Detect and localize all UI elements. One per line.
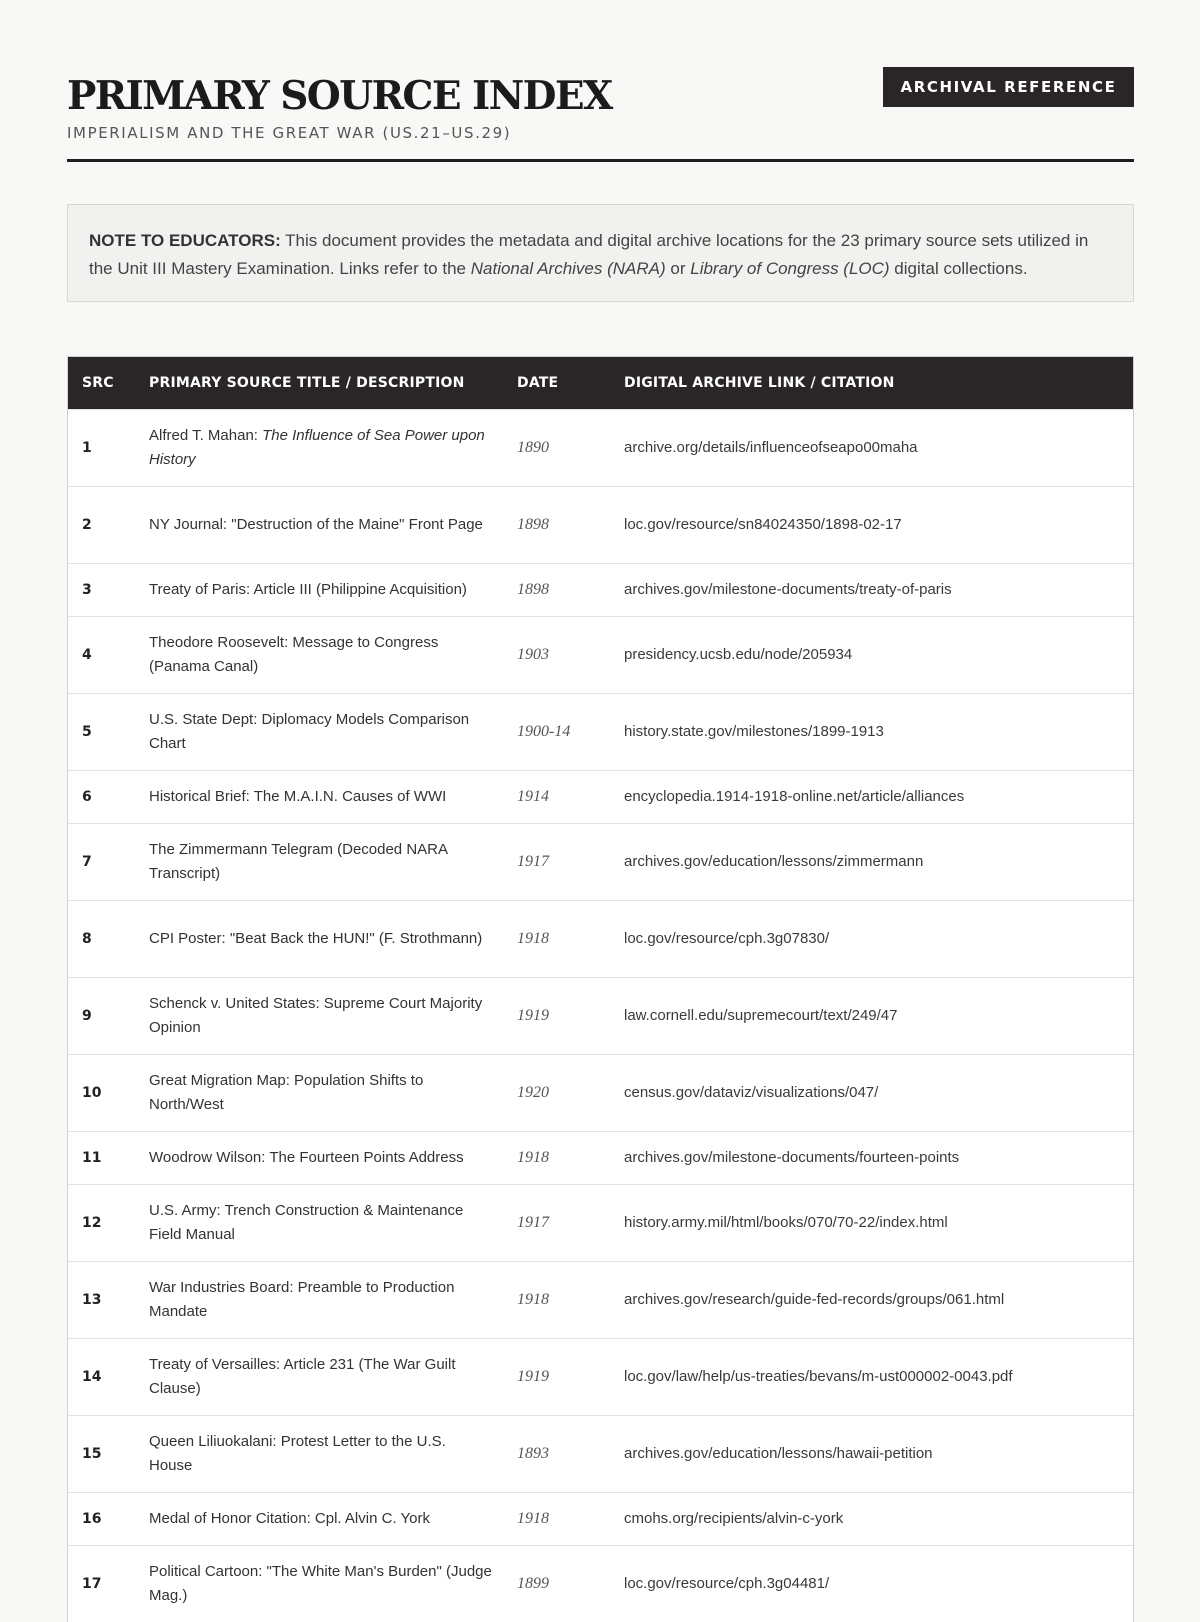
note-text: or [665, 259, 691, 278]
table-header-row [68, 357, 1133, 409]
archival-reference-badge: ARCHIVAL REFERENCE [883, 67, 1134, 107]
row-src: 11 [68, 1131, 135, 1184]
page-title: PRIMARY SOURCE INDEX [67, 73, 612, 119]
table-row [68, 693, 1133, 770]
row-title: U.S. State Dept: Diplomacy Models Comparison Chart [135, 693, 503, 770]
row-src: 7 [68, 823, 135, 900]
column-header-title: PRIMARY SOURCE TITLE / DESCRIPTION [149, 374, 465, 391]
row-date: 1900-14 [503, 693, 610, 770]
row-title [135, 409, 503, 486]
source-table-container [67, 356, 1134, 1622]
row-src: 4 [68, 616, 135, 693]
note-archive-nara: National Archives (NARA) [470, 259, 666, 278]
table-row [68, 823, 1133, 900]
table-row [68, 1261, 1133, 1338]
row-date: 1917 [503, 1184, 610, 1261]
column-header-date: DATE [517, 374, 559, 391]
row-date: 1918 [503, 900, 610, 977]
row-archive-link[interactable]: archives.gov/education/lessons/hawaii-petition [610, 1415, 1133, 1492]
note-text: digital collections. [889, 259, 1028, 278]
table-row [68, 977, 1133, 1054]
row-title: Great Migration Map: Population Shifts to North/West [135, 1054, 503, 1131]
row-archive-link[interactable]: history.army.mil/html/books/070/70-22/index.html [610, 1184, 1133, 1261]
row-archive-link[interactable]: archives.gov/milestone-documents/fourteen-points [610, 1131, 1133, 1184]
row-date: 1918 [503, 1131, 610, 1184]
row-archive-link[interactable]: archive.org/details/influenceofseapo00maha [610, 409, 1133, 486]
source-table [68, 357, 1133, 1622]
educator-note [67, 204, 1134, 302]
row-archive-link[interactable]: archives.gov/education/lessons/zimmermann [610, 823, 1133, 900]
row-src: 9 [68, 977, 135, 1054]
row-archive-link[interactable]: loc.gov/resource/cph.3g04481/ [610, 1545, 1133, 1622]
note-archive-loc: Library of Congress (LOC) [690, 259, 890, 278]
row-title: Historical Brief: The M.A.I.N. Causes of WWI [135, 770, 503, 823]
row-src: 3 [68, 563, 135, 616]
table-row [68, 900, 1133, 977]
table-row [68, 1054, 1133, 1131]
row-archive-link[interactable]: loc.gov/law/help/us-treaties/bevans/m-ust000002-0043.pdf [610, 1338, 1133, 1415]
note-label: NOTE TO EDUCATORS: [89, 231, 281, 250]
table-row [68, 1184, 1133, 1261]
column-header-link: DIGITAL ARCHIVE LINK / CITATION [624, 374, 895, 391]
row-archive-link[interactable]: archives.gov/milestone-documents/treaty-of-paris [610, 563, 1133, 616]
row-src: 15 [68, 1415, 135, 1492]
row-src: 12 [68, 1184, 135, 1261]
row-title: Theodore Roosevelt: Message to Congress (Panama Canal) [135, 616, 503, 693]
row-archive-link[interactable]: presidency.ucsb.edu/node/205934 [610, 616, 1133, 693]
row-title: Medal of Honor Citation: Cpl. Alvin C. York [135, 1492, 503, 1545]
page [67, 0, 1134, 1604]
row-src: 16 [68, 1492, 135, 1545]
row-date: 1918 [503, 1261, 610, 1338]
table-row [68, 486, 1133, 563]
row-title: Schenck v. United States: Supreme Court Majority Opinion [135, 977, 503, 1054]
row-src: 10 [68, 1054, 135, 1131]
table-row [68, 1131, 1133, 1184]
row-date: 1898 [503, 486, 610, 563]
row-date: 1899 [503, 1545, 610, 1622]
row-title: Woodrow Wilson: The Fourteen Points Address [135, 1131, 503, 1184]
row-date: 1918 [503, 1492, 610, 1545]
table-row [68, 1545, 1133, 1622]
row-title: Queen Liliuokalani: Protest Letter to the U.S. House [135, 1415, 503, 1492]
row-date: 1890 [503, 409, 610, 486]
row-date: 1893 [503, 1415, 610, 1492]
row-archive-link[interactable]: archives.gov/research/guide-fed-records/groups/061.html [610, 1261, 1133, 1338]
row-date: 1903 [503, 616, 610, 693]
table-row [68, 409, 1133, 486]
row-title: U.S. Army: Trench Construction & Maintenance Field Manual [135, 1184, 503, 1261]
row-archive-link[interactable]: history.state.gov/milestones/1899-1913 [610, 693, 1133, 770]
row-archive-link[interactable]: census.gov/dataviz/visualizations/047/ [610, 1054, 1133, 1131]
row-src: 14 [68, 1338, 135, 1415]
row-title: NY Journal: "Destruction of the Maine" Front Page [135, 486, 503, 563]
table-row [68, 770, 1133, 823]
row-archive-link[interactable]: loc.gov/resource/sn84024350/1898-02-17 [610, 486, 1133, 563]
row-date: 1917 [503, 823, 610, 900]
row-title: Political Cartoon: "The White Man's Burden" (Judge Mag.) [135, 1545, 503, 1622]
row-date: 1914 [503, 770, 610, 823]
row-title: Treaty of Versailles: Article 231 (The War Guilt Clause) [135, 1338, 503, 1415]
row-archive-link[interactable]: cmohs.org/recipients/alvin-c-york [610, 1492, 1133, 1545]
note-text: This document provides the metadata and digital archive locations for the 23 primary source sets utilized in the Unit III Mastery Examination. Links refer to the [89, 231, 1089, 278]
table-row [68, 1492, 1133, 1545]
row-title-work: The Influence of Sea Power upon History [149, 426, 485, 468]
row-src: 6 [68, 770, 135, 823]
row-date: 1919 [503, 977, 610, 1054]
table-row [68, 1338, 1133, 1415]
column-header-src: SRC [82, 374, 114, 391]
row-src: 5 [68, 693, 135, 770]
row-src: 1 [68, 409, 135, 486]
row-title: CPI Poster: "Beat Back the HUN!" (F. Strothmann) [135, 900, 503, 977]
row-date: 1919 [503, 1338, 610, 1415]
table-row [68, 1415, 1133, 1492]
row-archive-link[interactable]: loc.gov/resource/cph.3g07830/ [610, 900, 1133, 977]
row-date: 1898 [503, 563, 610, 616]
table-row [68, 563, 1133, 616]
row-date: 1920 [503, 1054, 610, 1131]
row-src: 8 [68, 900, 135, 977]
row-title: War Industries Board: Preamble to Production Mandate [135, 1261, 503, 1338]
row-src: 2 [68, 486, 135, 563]
row-title: The Zimmermann Telegram (Decoded NARA Transcript) [135, 823, 503, 900]
row-archive-link[interactable]: encyclopedia.1914-1918-online.net/article/alliances [610, 770, 1133, 823]
table-row [68, 616, 1133, 693]
row-src: 13 [68, 1261, 135, 1338]
row-title-text: Alfred T. Mahan: [149, 426, 263, 444]
document-header [67, 0, 1134, 162]
row-archive-link[interactable]: law.cornell.edu/supremecourt/text/249/47 [610, 977, 1133, 1054]
row-src: 17 [68, 1545, 135, 1622]
page-subtitle: IMPERIALISM AND THE GREAT WAR (US.21–US.29) [67, 124, 512, 142]
row-title: Treaty of Paris: Article III (Philippine Acquisition) [135, 563, 503, 616]
